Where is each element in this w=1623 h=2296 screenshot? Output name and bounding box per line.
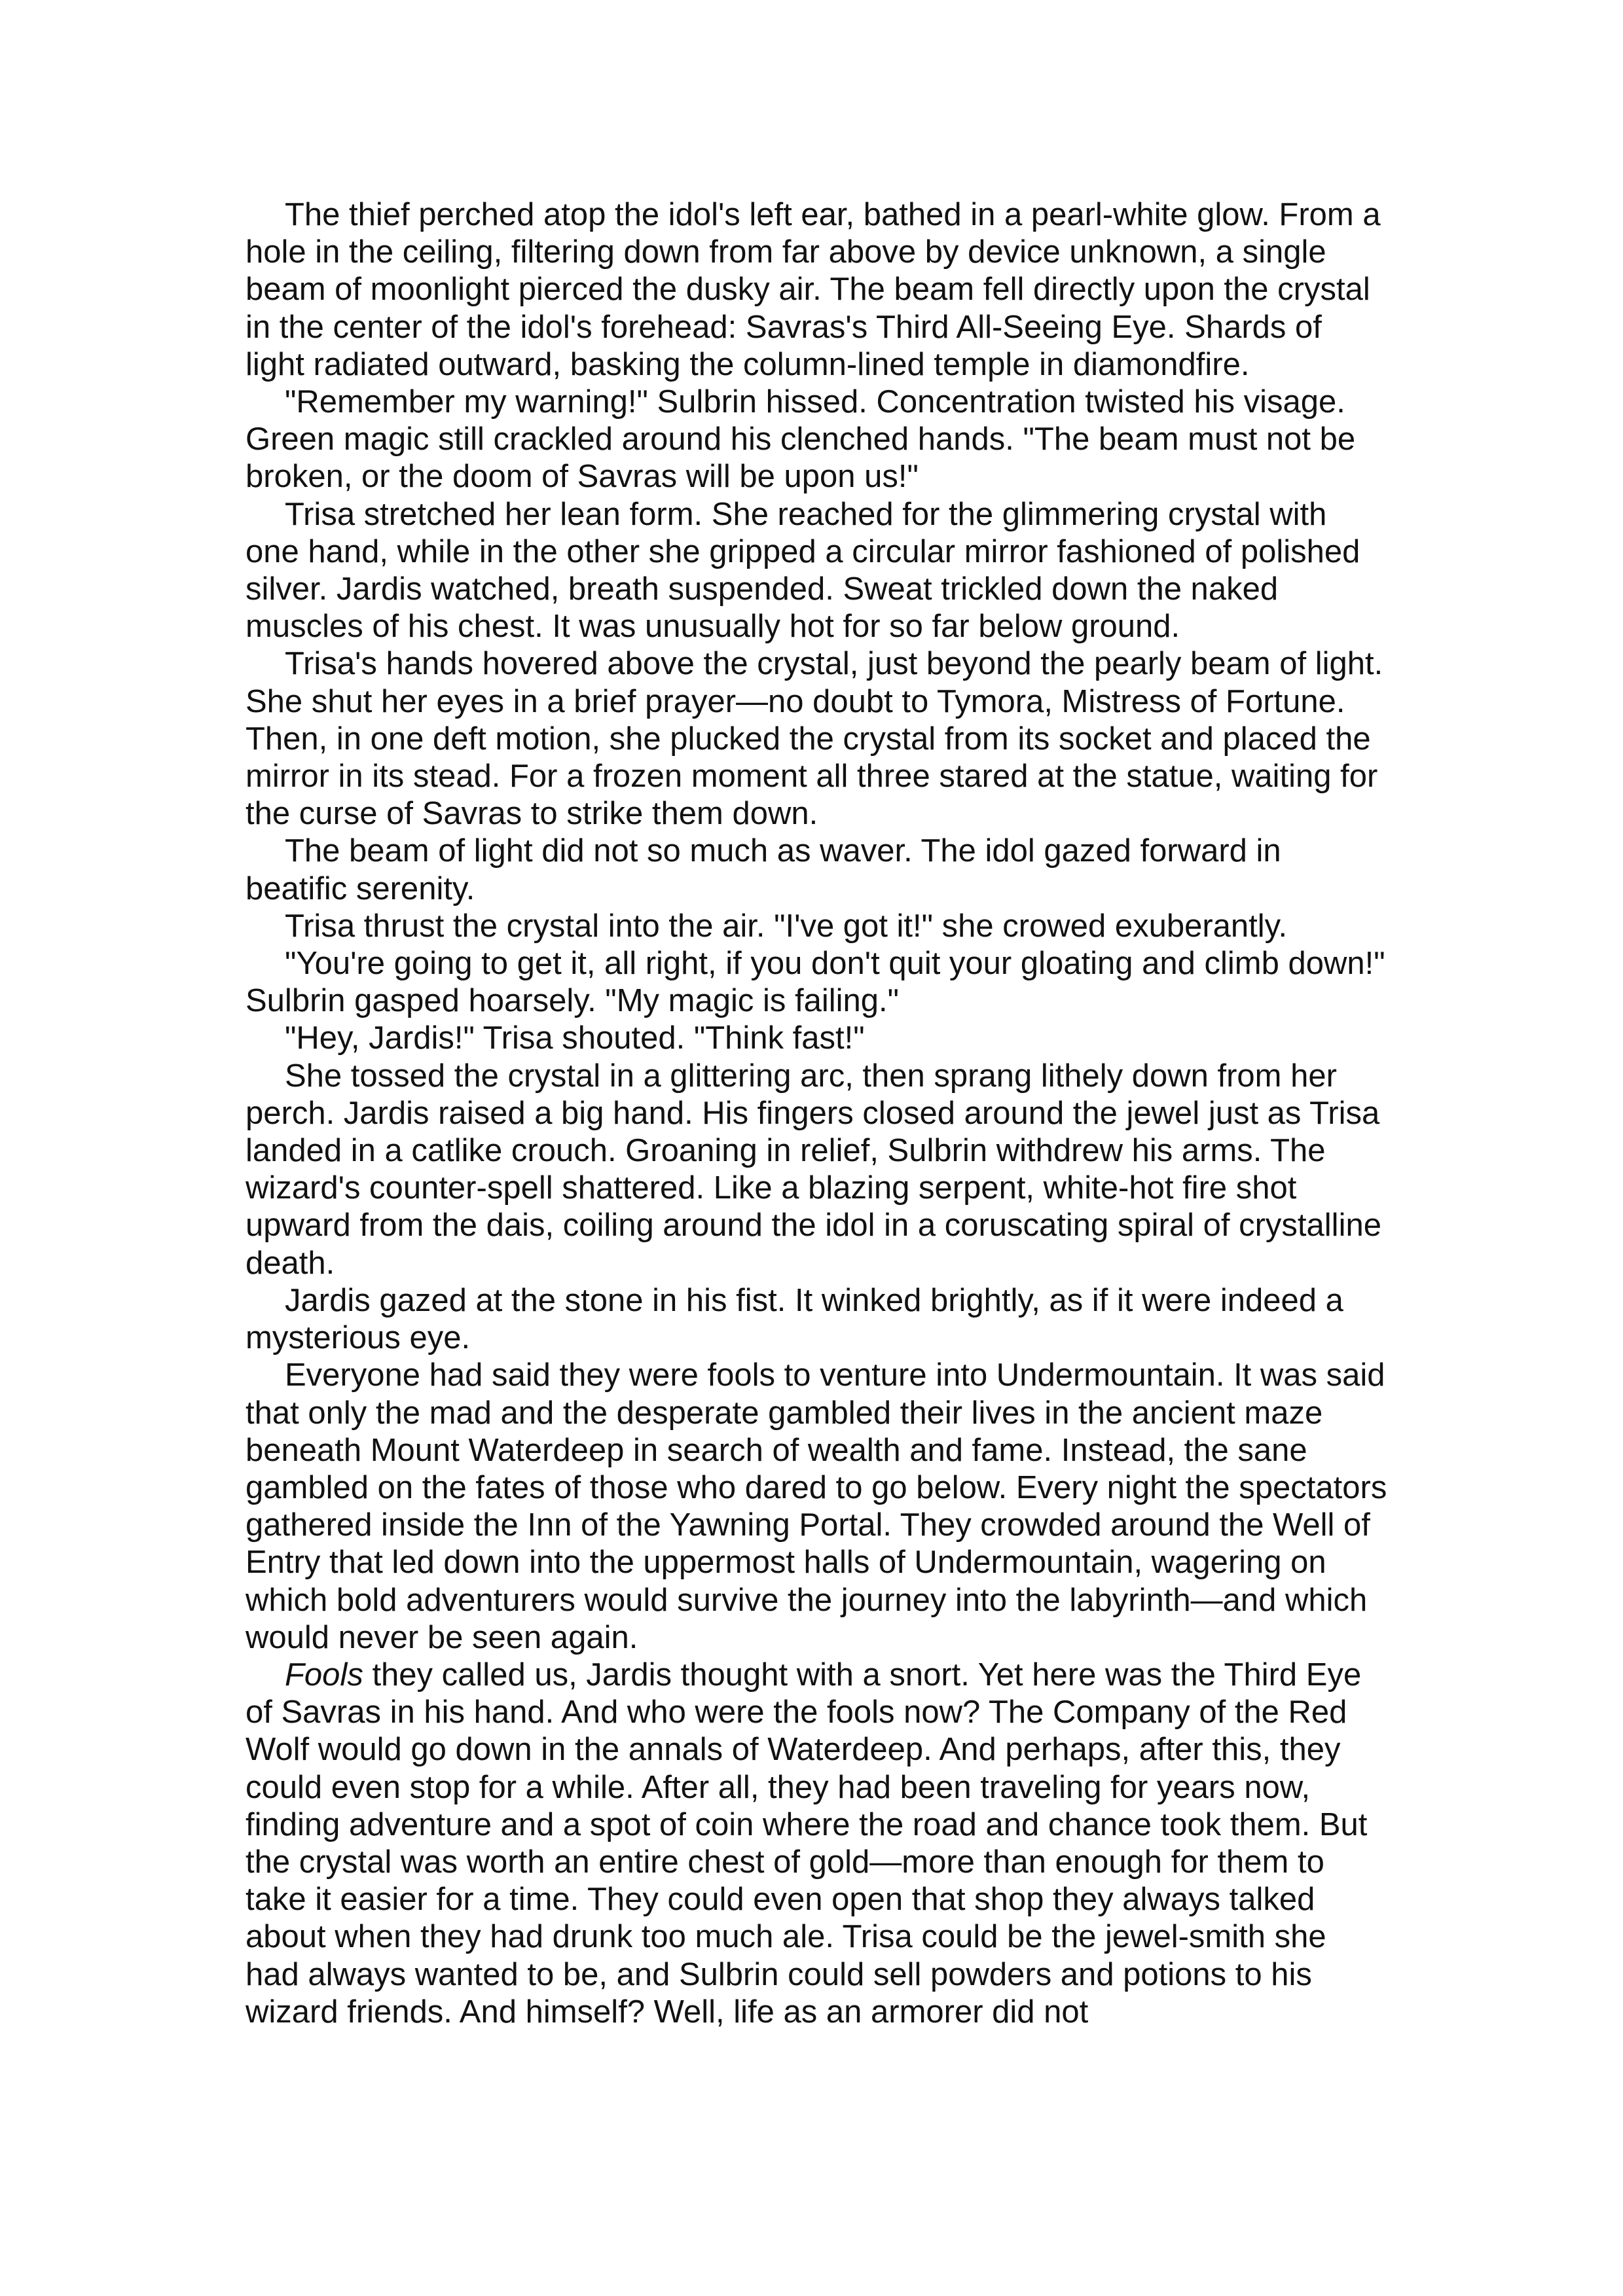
paragraph	[246, 1357, 1388, 1657]
paragraph	[246, 496, 1388, 646]
paragraph-text: Everyone had said they were fools to venture into Undermountain. It was said that only the mad and the desperate gambled their lives in the ancient maze beneath Mount Waterdeep in search of wealth and fame. Instead, the sane gambled on the fates of those who dared to go below. Every night the spectators gathered inside the Inn of the Yawning Portal. They crowded around the Well of Entry that led down into the uppermost halls of Undermountain, wagering on which bold adventurers would survive the journey into the labyrinth—and which would never be seen again.	[246, 1357, 1387, 1655]
paragraph	[246, 196, 1388, 384]
paragraph-text: She tossed the crystal in a glittering arc, then sprang lithely down from her perch. Jardis raised a big hand. His fingers closed around the jewel just as Trisa landed in a catlike crouch. Groaning in relief, Sulbrin withdrew his arms. The wizard's counter-spell shattered. Like a blazing serpent, white-hot fire shot upward from the dais, coiling around the idol in a coruscating spiral of crystalline death.	[246, 1058, 1381, 1281]
paragraph	[246, 645, 1388, 833]
paragraph	[246, 1282, 1388, 1357]
paragraph	[246, 1020, 1388, 1057]
paragraph	[246, 1657, 1388, 2031]
italic-emphasis: Fools	[285, 1657, 363, 1693]
body-text	[246, 196, 1388, 2031]
paragraph-text: "Remember my warning!" Sulbrin hissed. Concentration twisted his visage. Green magic still crackled around his clenched hands. "The beam must not be broken, or the doom of Savras will be upon us!"	[246, 384, 1356, 495]
paragraph-text: "You're going to get it, all right, if you don't quit your gloating and climb down!" Sulbrin gasped hoarsely. "My magic is failing."	[246, 946, 1385, 1019]
paragraph	[246, 908, 1388, 945]
paragraph-text: The beam of light did not so much as waver. The idol gazed forward in beatific serenity.	[246, 833, 1281, 906]
paragraph-text: Jardis gazed at the stone in his fist. It winked brightly, as if it were indeed a mysterious eye.	[246, 1282, 1343, 1356]
paragraph-text: The thief perched atop the idol's left ear, bathed in a pearl-white glow. From a hole in the ceiling, filtering down from far above by device unknown, a single beam of moonlight pierced the dusky air. The beam fell directly upon the crystal in the center of the idol's forehead: Savras's Third All-Seeing Eye. Shards of light radiated outward, basking the column-lined temple in diamondfire.	[246, 197, 1381, 382]
paragraph-text: they called us, Jardis thought with a snort. Yet here was the Third Eye of Savras in his hand. And who were the fools now? The Company of the Red Wolf would go down in the annals of Waterdeep. And perhaps, after this, they could even stop for a while. After all, they had been traveling for years now, finding adventure and a spot of coin where the road and chance took them. But the crystal was worth an entire chest of gold—more than enough for them to take it easier for a time. They could even open that shop they always talked about when they had drunk too much ale. Trisa could be the jewel-smith she had always wanted to be, and Sulbrin could sell powders and potions to his wizard friends. And himself? Well, life as an armorer did not	[246, 1657, 1368, 2030]
paragraph	[246, 1058, 1388, 1282]
paragraph-text: Trisa's hands hovered above the crystal, just beyond the pearly beam of light. She shut her eyes in a brief prayer—no doubt to Tymora, Mistress of Fortune. Then, in one deft motion, she plucked the crystal from its socket and placed the mirror in its stead. For a frozen moment all three stared at the statue, waiting for the curse of Savras to strike them down.	[246, 646, 1383, 832]
paragraph-text: Trisa stretched her lean form. She reached for the glimmering crystal with one hand, while in the other she gripped a circular mirror fashioned of polished silver. Jardis watched, breath suspended. Sweat trickled down the naked muscles of his chest. It was unusually hot for so far below ground.	[246, 496, 1360, 645]
paragraph	[246, 833, 1388, 907]
paragraph	[246, 945, 1388, 1020]
paragraph-text: "Hey, Jardis!" Trisa shouted. "Think fast!"	[285, 1020, 865, 1056]
paragraph	[246, 384, 1388, 496]
paragraph-text: Trisa thrust the crystal into the air. "I've got it!" she crowed exuberantly.	[285, 908, 1288, 944]
